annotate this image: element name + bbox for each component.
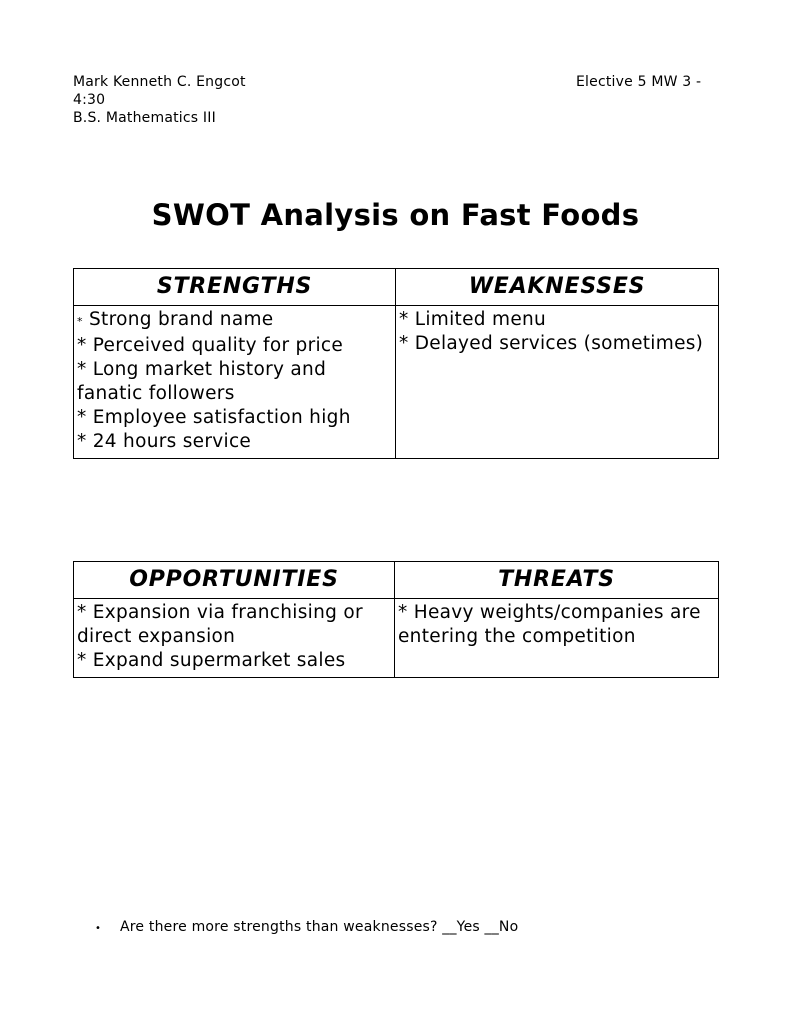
list-item-text: Strong brand name	[82, 309, 274, 330]
list-item: * Perceived quality for price	[77, 335, 344, 356]
list-item: * Limited menu	[399, 309, 547, 330]
list-item	[77, 308, 392, 334]
class-schedule: Elective 5 MW 3 -	[576, 74, 702, 90]
weaknesses-cell	[396, 306, 719, 459]
bullet-star: *	[77, 315, 83, 328]
bullet-icon: •	[95, 923, 102, 934]
strengths-header: STRENGTHS	[74, 269, 396, 306]
table-header-row	[74, 562, 719, 599]
list-item: * Employee satisfaction high	[77, 407, 351, 428]
threats-header: THREATS	[395, 562, 719, 599]
list-item: * Delayed services (sometimes)	[399, 333, 704, 354]
question-text: Are there more strengths than weaknesses? __Yes __No	[120, 919, 519, 935]
course-program: B.S. Mathematics III	[73, 110, 216, 126]
table-row	[74, 599, 719, 678]
list-item: * Expansion via franchising or direct expansion	[77, 602, 363, 647]
weaknesses-header: WEAKNESSES	[396, 269, 719, 306]
table-header-row	[74, 269, 719, 306]
opportunities-threats-table	[73, 561, 719, 678]
question-line	[95, 918, 518, 938]
list-item: * 24 hours service	[77, 431, 252, 452]
author-name: Mark Kenneth C. Engcot	[73, 74, 246, 90]
table-row	[74, 306, 719, 459]
list-item: * Heavy weights/companies are entering the competition	[398, 602, 701, 647]
list-item: * Expand supermarket sales	[77, 650, 346, 671]
schedule-continuation: 4:30	[73, 92, 106, 108]
strengths-cell	[74, 306, 396, 459]
author-block	[73, 73, 246, 127]
page-title: SWOT Analysis on Fast Foods	[151, 198, 640, 232]
opportunities-header: OPPORTUNITIES	[74, 562, 395, 599]
threats-cell	[395, 599, 719, 678]
strengths-weaknesses-table	[73, 268, 719, 459]
opportunities-cell	[74, 599, 395, 678]
list-item: * Long market history and fanatic followers	[77, 359, 327, 404]
